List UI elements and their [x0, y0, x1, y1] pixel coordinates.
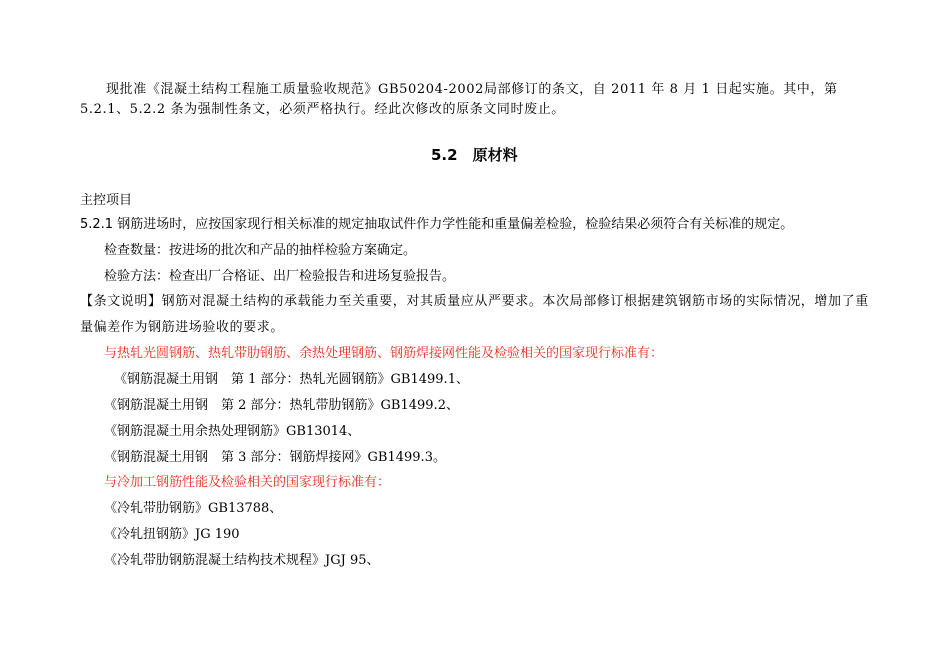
main-control-heading: 主控项目: [80, 193, 133, 208]
cold-worked-standard: 《冷轧带肋钢筋混凝土结构技术规程》JGJ 95、: [104, 553, 380, 568]
explanation-line-2: 量偏差作为钢筋进场验收的要求。: [80, 320, 285, 335]
hot-rolled-standard: 《钢筋混凝土用钢 第 2 部分：热轧带肋钢筋》GB1499.2、: [104, 398, 459, 413]
inspection-method: 检验方法：检查出厂合格证、出厂检验报告和进场复验报告。: [104, 269, 456, 284]
cold-worked-standard: 《冷轧带肋钢筋》GB13788、: [104, 501, 283, 516]
hot-rolled-intro: 与热轧光圆钢筋、热轧带肋钢筋、余热处理钢筋、钢筋焊接网性能及检验相关的国家现行标准有：: [104, 346, 664, 361]
hot-rolled-standard: 《钢筋混凝土用钢 第 3 部分：钢筋焊接网》GB1499.3。: [104, 450, 446, 465]
notice-line-2: 5.2.1、5.2.2 条为强制性条文，必须严格执行。经此次修改的原条文同时废止。: [80, 102, 565, 117]
clause-5-2-1: 5.2.1 钢筋进场时，应按国家现行相关标准的规定抽取试件作力学性能和重量偏差检验，检验结果必须符合有关标准的规定。: [80, 217, 794, 232]
explanation-line-1: 【条文说明】钢筋对混凝土结构的承载能力至关重要，对其质量应从严要求。本次局部修订根据建筑钢筋市场的实际情况，增加了重: [80, 294, 869, 309]
notice-line-1: 现批准《混凝土结构工程施工质量验收规范》GB50204-2002局部修订的条文，自 2011 年 8 月 1 日起实施。其中，第: [106, 82, 838, 97]
cold-worked-standard: 《冷轧扭钢筋》JG 190: [104, 527, 240, 542]
hot-rolled-standard: 《钢筋混凝土用余热处理钢筋》GB13014、: [104, 424, 361, 439]
hot-rolled-standard: 《钢筋混凝土用钢 第 1 部分：热轧光圆钢筋》GB1499.1、: [114, 372, 469, 387]
cold-worked-intro: 与冷加工钢筋性能及检验相关的国家现行标准有：: [104, 475, 391, 490]
inspection-quantity: 检查数量：按进场的批次和产品的抽样检验方案确定。: [104, 243, 417, 258]
section-title: 5.2 原材料: [431, 146, 518, 164]
